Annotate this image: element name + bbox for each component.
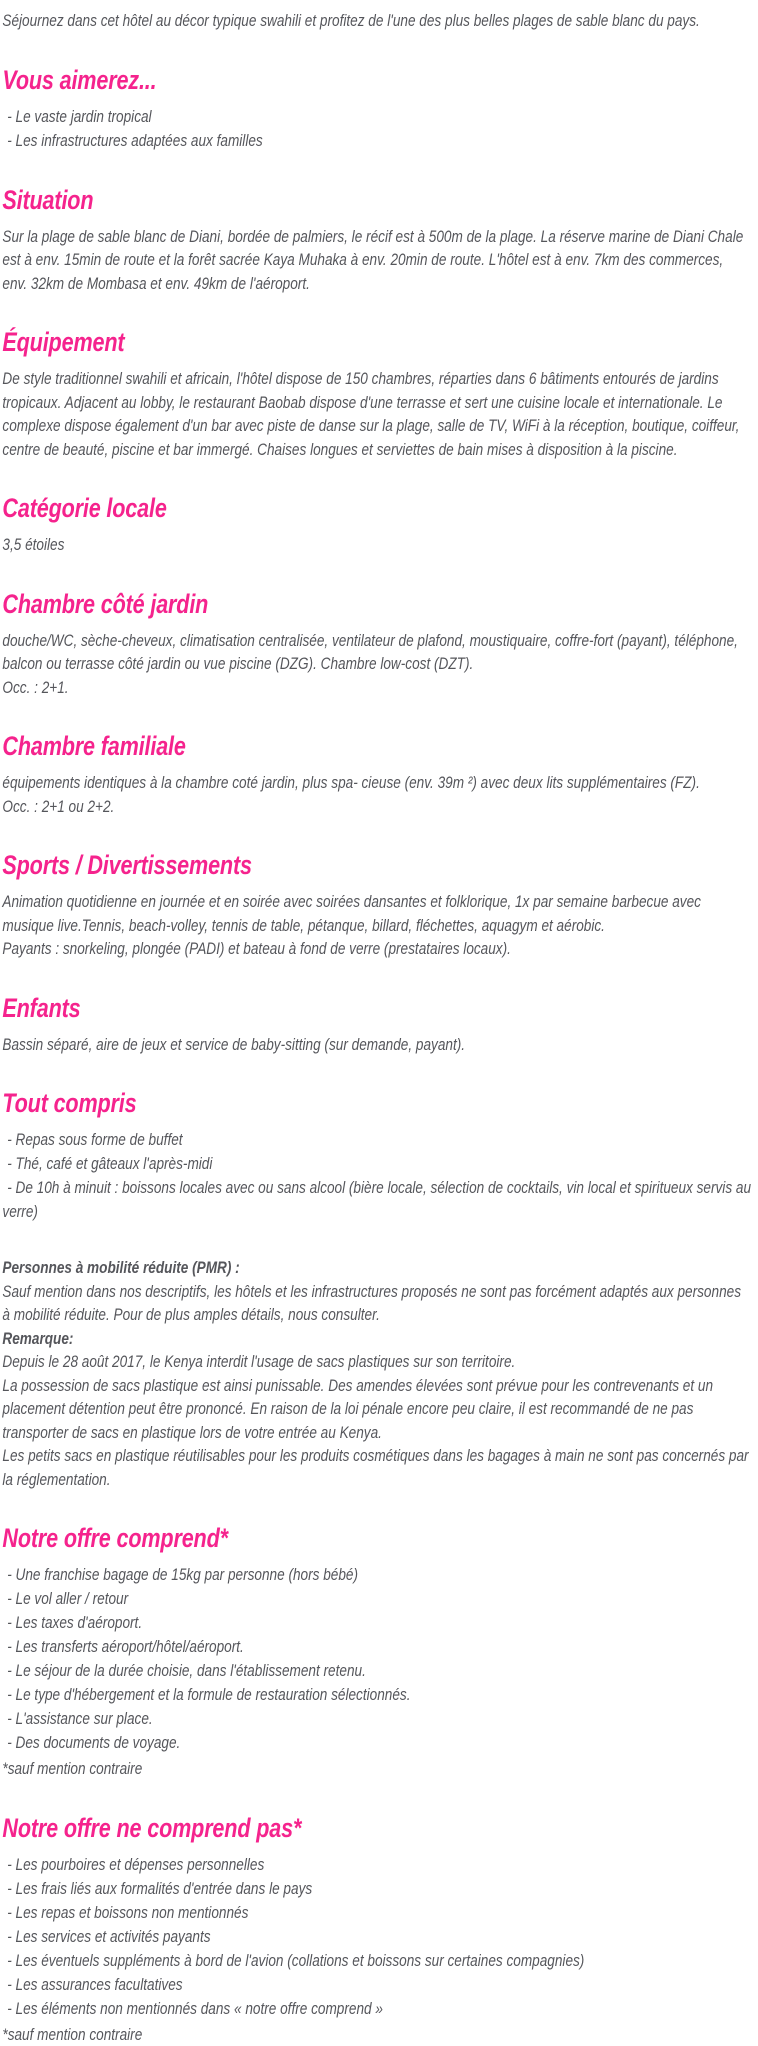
section-categorie-locale [2,491,751,557]
sports-text: Animation quotidienne en journée et en soirée avec soirées dansantes et folklorique, 1x par semaine barbecue avec musique live.Tennis, beach-volley, tennis de table, pétanque, billard, fléchettes, aquagym et aérobic. [2,890,751,937]
enfants-text: Bassin séparé, aire de jeux et service de baby-sitting (sur demande, payant). [2,1033,751,1057]
list-item: - Une franchise bagage de 15kg par personne (hors bébé) [2,1563,751,1587]
offre-comprend-footnote: *sauf mention contraire [2,1757,751,1781]
list-item: - Des documents de voyage. [2,1731,751,1755]
section-sports-divertissements [2,848,751,961]
section-vous-aimerez [2,63,751,153]
remarque-paragraph: Depuis le 28 août 2017, le Kenya interdit l'usage de sacs plastiques sur son territoire. [2,1350,751,1374]
vous-aimerez-list [2,105,751,153]
pmr-label: Personnes à mobilité réduite (PMR) : [2,1256,751,1280]
chambre-familiale-occupancy: Occ. : 2+1 ou 2+2. [2,795,751,819]
section-heading-offre-comprend: Notre offre comprend* [2,1521,751,1555]
section-equipement [2,325,751,461]
section-heading-offre-ne-comprend-pas: Notre offre ne comprend pas* [2,1811,751,1845]
situation-text: Sur la plage de sable blanc de Diani, bordée de palmiers, le récif est à 500m de la plage. La réserve marine de Diani Chale est à env. 15min de route et la forêt sacrée Kaya Muhaka à env. 20min de route. L'hôtel est à env. 7km des commerces, env. 32km de Mombasa et env. 49km de l'aéroport. [2,225,751,296]
section-heading-equipement: Équipement [2,325,751,359]
equipement-text: De style traditionnel swahili et africain, l'hôtel dispose de 150 chambres, réparties dans 6 bâtiments entourés de jardins tropicaux. Adjacent au lobby, le restaurant Baobab dispose d'une terrasse et sert une cuisine locale et internationale. Le complexe dispose également d'un bar avec piste de danse sur la plage, salle de TV, WiFi à la réception, boutique, coiffeur, centre de beauté, piscine et bar immergé. Chaises longues et serviettes de bain mises à disposition à la piscine. [2,367,751,461]
list-item: - Les assurances facultatives [2,1973,751,1997]
section-chambre-cote-jardin [2,587,751,700]
list-item: - Les repas et boissons non mentionnés [2,1901,751,1925]
remarque-paragraph: Les petits sacs en plastique réutilisables pour les produits cosmétiques dans les bagages à main ne sont pas concernés par la réglementation. [2,1444,751,1491]
list-item: - L'assistance sur place. [2,1707,751,1731]
offre-ne-comprend-pas-list [2,1853,751,2021]
remarque-label: Remarque: [2,1327,751,1351]
list-item: - Le type d'hébergement et la formule de restauration sélectionnés. [2,1683,751,1707]
section-chambre-familiale [2,729,751,818]
list-item: - Les taxes d'aéroport. [2,1611,751,1635]
offre-comprend-list [2,1563,751,1755]
intro-text: Séjournez dans cet hôtel au décor typique swahili et profitez de l'une des plus belles plages de sable blanc du pays. [2,9,751,33]
section-pmr-remarque [2,1256,751,1491]
list-item: - Les services et activités payants [2,1925,751,1949]
categorie-locale-text: 3,5 étoiles [2,533,751,557]
section-heading-categorie-locale: Catégorie locale [2,491,751,525]
tout-compris-list [2,1128,751,1224]
list-item: - De 10h à minuit : boissons locales avec ou sans alcool (bière locale, sélection de cocktails, vin local et spiritueux servis au verre) [2,1176,751,1224]
section-heading-chambre-cote-jardin: Chambre côté jardin [2,587,751,621]
list-item: - Les éléments non mentionnés dans « notre offre comprend » [2,1997,751,2021]
section-heading-enfants: Enfants [2,991,751,1025]
list-item: - Le séjour de la durée choisie, dans l'établissement retenu. [2,1659,751,1683]
offre-ne-comprend-pas-footnote: *sauf mention contraire [2,2023,751,2046]
section-situation [2,183,751,296]
section-offre-ne-comprend-pas [2,1811,751,2046]
list-item: - Thé, café et gâteaux l'après-midi [2,1152,751,1176]
list-item: - Le vaste jardin tropical [2,105,751,129]
list-item: - Les transferts aéroport/hôtel/aéroport. [2,1635,751,1659]
section-offre-comprend [2,1521,751,1781]
chambre-familiale-text: équipements identiques à la chambre coté jardin, plus spa- cieuse (env. 39m ²) avec deux lits supplémentaires (FZ). [2,771,751,795]
pmr-text: Sauf mention dans nos descriptifs, les hôtels et les infrastructures proposés ne sont pas forcément adaptés aux personnes à mobilité réduite. Pour de plus amples détails, nous consulter. [2,1280,751,1327]
chambre-cote-jardin-text: douche/WC, sèche-cheveux, climatisation centralisée, ventilateur de plafond, moustiquaire, coffre-fort (payant), téléphone, balcon ou terrasse côté jardin ou vue piscine (DZG). Chambre low-cost (DZT). [2,629,751,676]
list-item: - Repas sous forme de buffet [2,1128,751,1152]
chambre-cote-jardin-occupancy: Occ. : 2+1. [2,676,751,700]
section-heading-situation: Situation [2,183,751,217]
section-tout-compris [2,1086,751,1224]
list-item: - Les infrastructures adaptées aux familles [2,129,751,153]
remarque-paragraph: La possession de sacs plastique est ainsi punissable. Des amendes élevées sont prévue pour les contrevenants et un placement détention peut être prononcé. En raison de la loi pénale encore peu claire, il est recommandé de ne pas transporter de sacs en plastique lors de votre entrée au Kenya. [2,1374,751,1445]
list-item: - Les pourboires et dépenses personnelles [2,1853,751,1877]
list-item: - Les éventuels suppléments à bord de l'avion (collations et boissons sur certaines compagnies) [2,1949,751,1973]
section-heading-sports-divertissements: Sports / Divertissements [2,848,751,882]
section-heading-vous-aimerez: Vous aimerez... [2,63,751,97]
section-enfants [2,991,751,1057]
section-heading-chambre-familiale: Chambre familiale [2,729,751,763]
list-item: - Le vol aller / retour [2,1587,751,1611]
sports-payants-text: Payants : snorkeling, plongée (PADI) et bateau à fond de verre (prestataires locaux). [2,937,751,961]
list-item: - Les frais liés aux formalités d'entrée dans le pays [2,1877,751,1901]
section-heading-tout-compris: Tout compris [2,1086,751,1120]
